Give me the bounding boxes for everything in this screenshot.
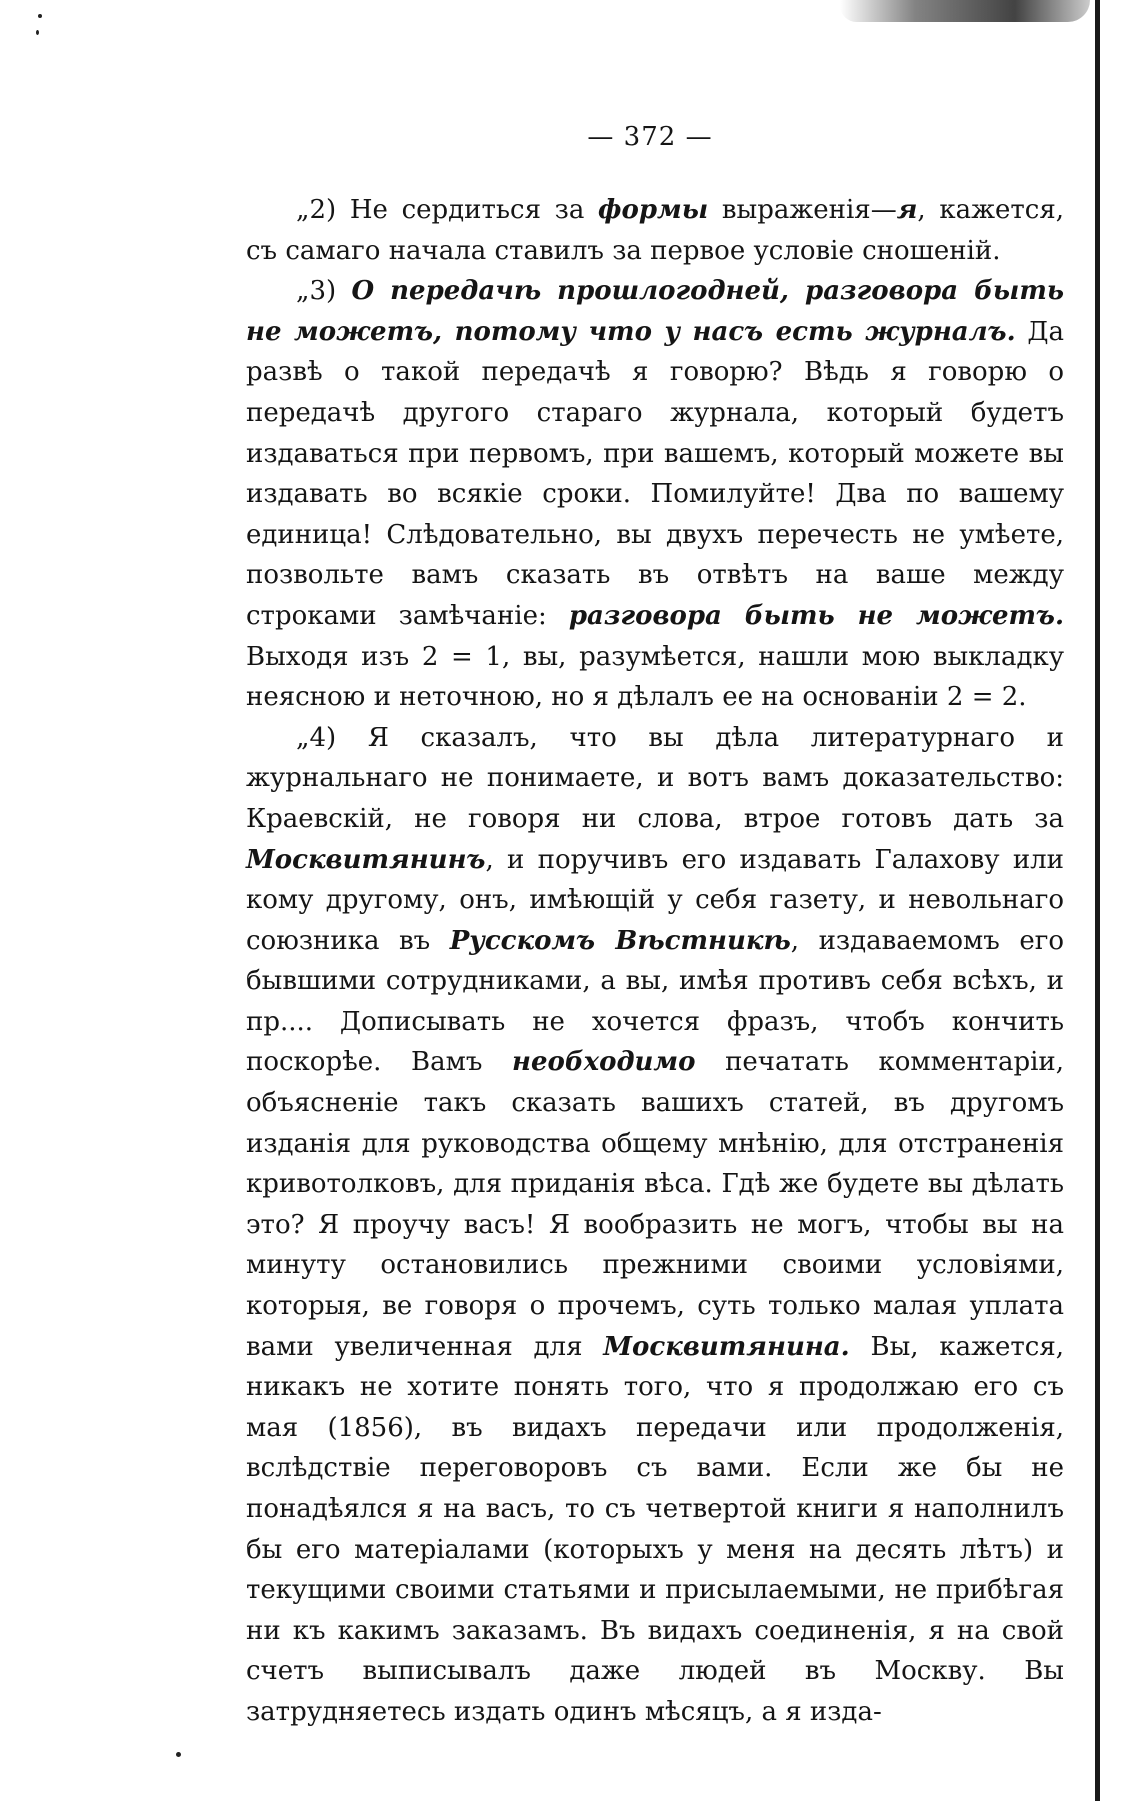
italic-run: формы <box>598 195 709 225</box>
italic-run: Москвитянина. <box>603 1331 850 1362</box>
italic-run: разговора быть не можетъ. <box>568 600 1065 631</box>
text-run: выраженія— <box>708 195 897 225</box>
paragraph-3 <box>246 271 1064 718</box>
page-edge-shadow <box>1095 0 1100 1801</box>
text-run: , издаваемомъ его бывшими сотрудниками, а вы, имѣя противъ себя всѣхъ, и пр.... Дописывать не хочется фразъ, чтобъ кончить поскорѣе. Вамъ <box>246 925 1064 1078</box>
italic-run: я <box>896 195 918 225</box>
text-run: Вы, кажется, никакъ не хотите понять того, что я продолжаю его съ мая (1856), въ видахъ передачи или продолженія, вслѣдствіе переговоровъ съ вами. Если же бы не понадѣялся я на васъ, то съ четвертой книги я наполнилъ бы его матеріалами (которыхъ у меня на десять лѣтъ) и текущими своими статьями и присылаемыми, не прибѣгая ни къ какимъ заказамъ. Въ видахъ соединенія, я на свой счетъ выписывалъ даже людей въ Москву. Вы затрудняетесь издать одинъ мѣсяцъ, а я изда- <box>246 1331 1065 1727</box>
text-run: Выходя изъ 2 = 1, вы, разумѣется, нашли мою выкладку неясною и неточною, но я дѣлалъ ее на основаніи 2 = 2. <box>246 641 1064 713</box>
italic-run: Москвитянинъ <box>246 844 486 875</box>
body-text <box>246 190 1064 1733</box>
scan-speck <box>36 30 39 35</box>
text-run: „2) Не сердиться за <box>296 195 599 225</box>
scan-speck <box>38 14 42 18</box>
page-number: — 372 — <box>587 122 713 152</box>
scan-smudge <box>840 0 1090 22</box>
scan-speck <box>176 1752 181 1757</box>
text-run: „3) <box>296 276 352 307</box>
text-run: печатать комментаріи, объясненіе такъ сказать вашихъ статей, въ другомъ изданія для руководства общему мнѣнію, для отстраненія кривотолковъ, для приданія вѣса. Гдѣ же будете вы дѣлать это? Я проучу васъ! Я вообразить не могъ, чтобы вы на минуту остановились прежними своими условіями, которыя, ве говоря о прочемъ, суть только малая уплата вами увеличенная для <box>246 1047 1064 1362</box>
italic-run: необходимо <box>511 1047 696 1078</box>
text-run: Да развѣ о такой передачѣ я говорю? Вѣдь я говорю о передачѣ другого стараго журнала, который будетъ издаваться при первомъ, при вашемъ, который можете вы издавать во всякіе сроки. Помилуйте! Два по вашему единица! Слѣдовательно, вы двухъ перечесть не умѣете, позвольте вамъ сказать въ отвѣтъ на ваше между строками замѣчаніе: <box>246 316 1065 631</box>
text-run: , кажется, съ самаго начала ставилъ за первое условіе сношеній. <box>246 195 1065 266</box>
text-run: , и поручивъ его издавать Галахову или кому другому, онъ, имѣющій у себя газету, и невольнаго союзника въ <box>246 844 1064 956</box>
italic-run: О передачѣ прошлогодней, разговора быть не можетъ, потому что у насъ есть журналъ. <box>246 276 1065 347</box>
italic-run: Русскомъ Вѣстникѣ <box>449 925 791 956</box>
paragraph-2 <box>246 190 1064 271</box>
text-run: „4) Я сказалъ, что вы дѣла литературнаго и журнальнаго не понимаете, и вотъ вамъ доказательство: Краевскій, не говоря ни слова, втрое готовъ дать за <box>246 722 1064 834</box>
paragraph-4 <box>246 718 1064 1733</box>
